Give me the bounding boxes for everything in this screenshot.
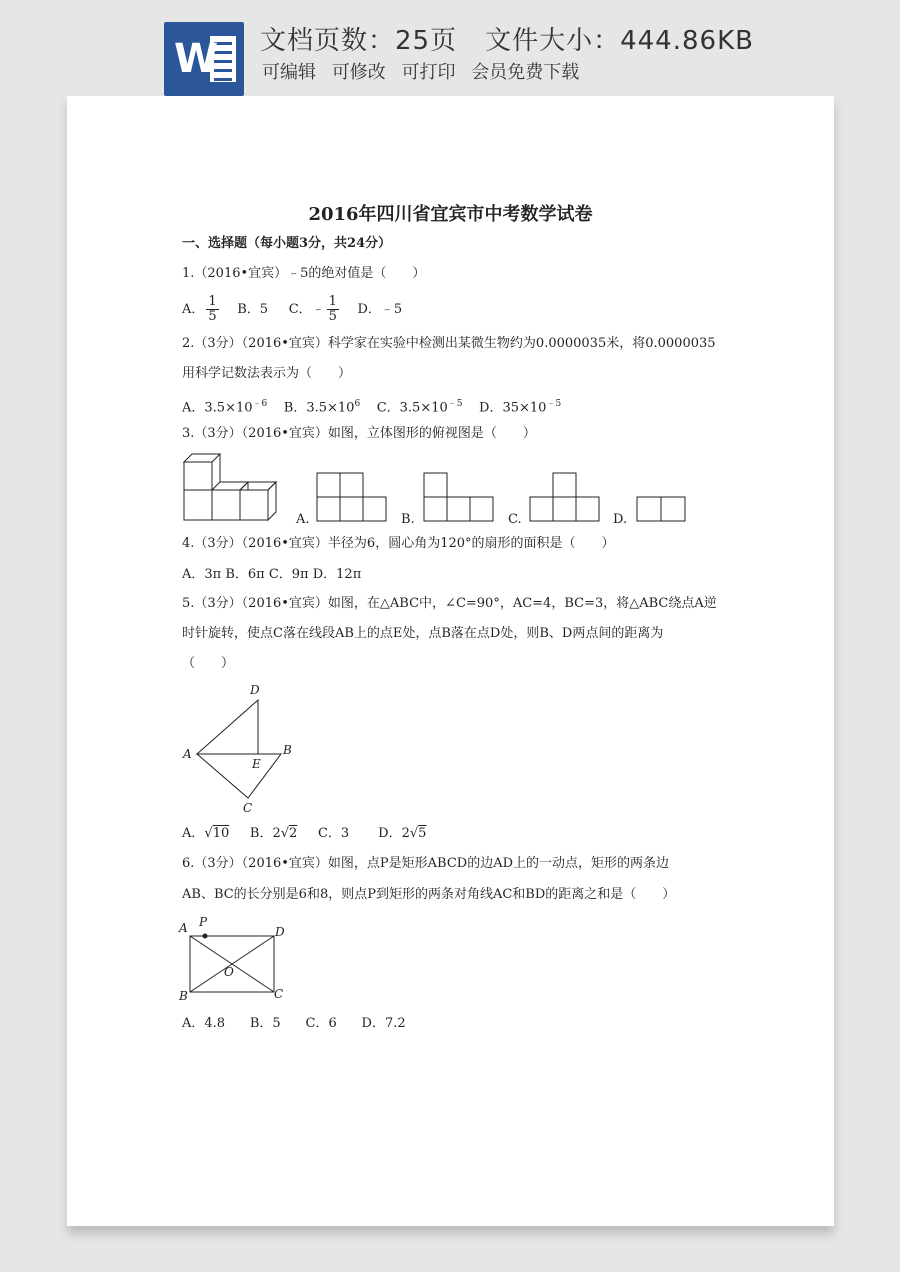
- q3-option-a: A.: [296, 512, 310, 527]
- q6-label-d: D: [275, 925, 285, 939]
- sqrt-icon: √: [409, 826, 419, 841]
- q1-stem: 1.（2016•宜宾）﹣5的绝对值是（ ）: [182, 266, 426, 281]
- page-count: 文档页数：25页: [260, 26, 458, 56]
- q3-view-a: [317, 473, 389, 523]
- q5-label-e: E: [252, 757, 261, 771]
- q6-stem-line1: 6.（3分）（2016•宜宾）如图，点P是矩形ABCD的边AD上的一动点，矩形的两条边: [182, 856, 670, 871]
- q6-label-b: B: [179, 989, 188, 1003]
- word-icon: [164, 22, 244, 96]
- q3-option-b: B.: [401, 512, 415, 527]
- q6-label-a: A: [179, 921, 188, 935]
- document-page: [67, 96, 834, 1226]
- q1-c-fraction: $\frac{1}{5}$: [328, 294, 337, 324]
- q5-stem-line2: 时针旋转，使点C落在线段AB上的点E处，点B落在点D处，则B、D两点间的距离为: [182, 626, 664, 641]
- q6-label-c: C: [274, 987, 284, 1001]
- q5-options: A．√10 B．2√2 C．3 D．2√5: [182, 826, 427, 841]
- q2-options: A．$3.5\times 10^{﹣6}$ B．$3.5\times 10^6$ C．$3.5\times 10^{﹣5}$ D．$35\times 10^{﹣5}$: [182, 399, 562, 416]
- q3-view-c: [530, 473, 602, 523]
- q6-label-o: O: [224, 965, 234, 979]
- q5-triangle-figure: [177, 682, 307, 814]
- file-size: 文件大小：444.86KB: [485, 26, 754, 56]
- feature-list: [262, 58, 589, 84]
- feature-member-download[interactable]: 会员免费下载: [471, 62, 580, 83]
- word-letter: W: [174, 36, 219, 82]
- q1-a-fraction: $\frac{1}{5}$: [208, 294, 217, 324]
- q6-options: A．4.8 B．5 C．6 D．7.2: [182, 1016, 406, 1031]
- q3-option-d: D.: [613, 512, 628, 527]
- q5-label-c: C: [243, 801, 253, 815]
- q4-stem: 4.（3分）（2016•宜宾）半径为6，圆心角为120°的扇形的面积是（ ）: [182, 536, 615, 551]
- q5-stem-line1: 5.（3分）（2016•宜宾）如图，在△ABC中，∠C=90°，AC=4，BC=3，将△ABC绕点A逆: [182, 596, 717, 611]
- q3-solid-figure: [182, 452, 292, 524]
- sqrt-icon: √: [204, 826, 213, 841]
- q3-stem: 3.（3分）（2016•宜宾）如图，立体图形的俯视图是（ ）: [182, 426, 536, 441]
- section-heading: 一、选择题（每小题3分，共24分）: [182, 236, 392, 251]
- q5-label-d: D: [250, 683, 260, 697]
- q6-rectangle-figure: [177, 916, 297, 1006]
- file-meta: [260, 20, 754, 57]
- q6-label-p: P: [199, 915, 208, 929]
- q5-label-a: A: [183, 747, 192, 761]
- q2-stem-line2: 用科学记数法表示为（ ）: [182, 366, 352, 381]
- feature-editable: 可编辑: [262, 62, 316, 83]
- sqrt-icon: √: [280, 826, 290, 841]
- q6-stem-line2: AB、BC的长分别是6和8，则点P到矩形的两条对角线AC和BD的距离之和是（ ）: [182, 887, 676, 902]
- q3-view-b: [424, 473, 496, 523]
- q1-options: A． $\frac{1}{5}$ B．5 C．﹣ $\frac{1}{5}$ D．﹣5: [182, 294, 403, 324]
- q4-options: A．3π B．6π C．9π D．12π: [182, 567, 362, 582]
- q3-option-c: C.: [508, 512, 522, 527]
- doc-title: 2016年四川省宜宾市中考数学试卷: [308, 204, 593, 225]
- feature-printable: 可打印: [401, 62, 456, 83]
- q5-stem-line3: （ ）: [182, 656, 235, 671]
- document-header: [0, 0, 900, 100]
- feature-modifiable: 可修改: [331, 62, 386, 83]
- q5-label-b: B: [283, 743, 292, 757]
- q2-stem-line1: 2.（3分）（2016•宜宾）科学家在实验中检测出某微生物约为0.0000035米，将0.0000035: [182, 336, 716, 351]
- q3-view-d: [637, 497, 687, 523]
